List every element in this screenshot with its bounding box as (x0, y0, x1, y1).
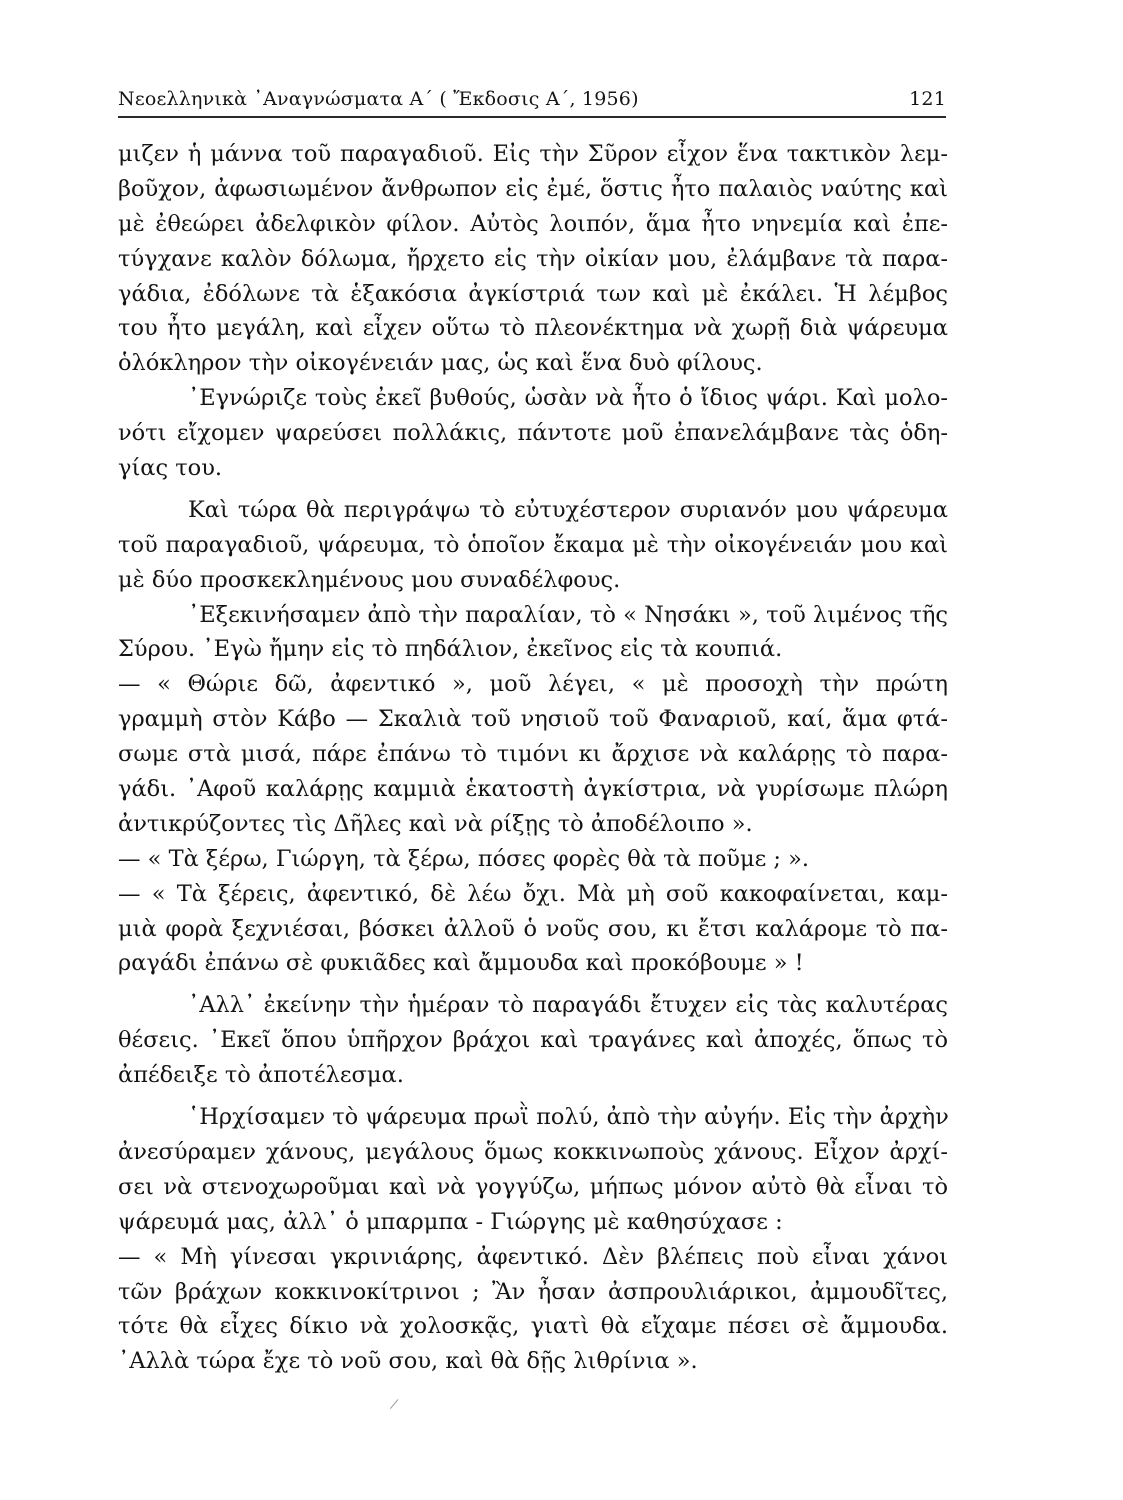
paragraph-gap (118, 486, 948, 493)
text-line: μιζεν ἡ μάννα τοῦ παραγαδιοῦ. Εἰς τὴν Σῦρον εἶχον ἕνα τακτικὸν λεμ- (118, 141, 948, 167)
text-line: γίας του. (118, 455, 223, 482)
text-line: θέσεις. ᾿Εκεῖ ὅπου ὑπῆρχον βράχοι καὶ τραγάνες καὶ ἀποχές, ὅπως τὸ (118, 1027, 948, 1054)
paragraph (118, 988, 948, 1093)
text-line: ᾿Αλλ᾿ ἐκείνην τὴν ἡμέραν τὸ παραγάδι ἔτυχεν εἰς τὰς καλυτέρας (188, 992, 948, 1019)
text-line: — « Θώριε δῶ, ἀφεντικό », μοῦ λέγει, « μὲ προσοχὴ τὴν πρώτη (118, 671, 948, 698)
paragraph (118, 877, 948, 982)
text-line: ραγάδι ἐπάνω σὲ φυκιᾶδες καὶ ἄμμουδα καὶ προκόβουμε » ! (118, 950, 804, 977)
running-header (118, 88, 946, 112)
paragraph (118, 667, 948, 841)
text-line: μὲ ἐθεώρει ἀδελφικὸν φίλον. Αὐτὸς λοιπόν, ἅμα ἦτο νηνεμία καὶ ἐπε- (118, 210, 948, 237)
text-line: μὲ δύο προσκεκλημένους μου συναδέλφους. (118, 566, 621, 593)
text-line: ἀπέδειξε τὸ ἀποτέλεσμα. (118, 1062, 404, 1089)
paragraph (118, 598, 948, 668)
text-line: ἀντικρύζοντες τὶς Δῆλες καὶ νὰ ρίξῃς τὸ ἀποδέλοιπο ». (118, 810, 753, 837)
text-line: ᾿Αλλὰ τώρα ἔχε τὸ νοῦ σου, καὶ θὰ δῇς λιθρίνια ». (118, 1348, 698, 1375)
text-line: γραμμὴ στὸν Κάβο — Σκαλιὰ τοῦ νησιοῦ τοῦ Φαναριοῦ, καί, ἅμα φτά- (118, 706, 948, 733)
paragraph-gap (118, 981, 948, 988)
paragraph (118, 137, 948, 381)
paragraph (118, 842, 948, 877)
paragraph (118, 1240, 948, 1380)
text-line: ὁλόκληρον τὴν οἰκογένειάν μας, ὡς καὶ ἕνα δυὸ φίλους. (118, 350, 763, 377)
text-line: — « Τὰ ξέρεις, ἀφεντικό, δὲ λέω ὄχι. Μὰ μὴ σοῦ κακοφαίνεται, καμ- (118, 880, 948, 907)
stray-pen-mark (390, 1399, 403, 1413)
header-title: Νεοελληνικὰ ᾿Αναγνώσματα Α΄ ( Ἔκδοσις Α΄, 1956) (118, 88, 639, 110)
text-line: σει νὰ στενοχωροῦμαι καὶ νὰ γογγύζω, μήπως μόνον αὐτὸ θὰ εἶναι τὸ (118, 1173, 948, 1200)
text-line: τότε θὰ εἶχες δίκιο νὰ χολοσκᾷς, γιατὶ θὰ εἴχαμε πέσει σὲ ἄμμουδα. (118, 1313, 948, 1340)
page-number: 121 (909, 88, 946, 110)
text-line: γάδι. ᾿Αφοῦ καλάρῃς καμμιὰ ἑκατοστὴ ἀγκίστρια, νὰ γυρίσωμε πλώρη (118, 776, 948, 803)
paragraph (118, 1100, 948, 1240)
text-line: ᾿Εξεκινήσαμεν ἀπὸ τὴν παραλίαν, τὸ « Νησάκι », τοῦ λιμένος τῆς (188, 601, 948, 628)
text-line: τοῦ παραγαδιοῦ, ψάρευμα, τὸ ὁποῖον ἔκαμα μὲ τὴν οἰκογένειάν μου καὶ (118, 531, 948, 558)
paragraph-gap (118, 1093, 948, 1100)
text-line: ᾿Εγνώριζε τοὺς ἐκεῖ βυθούς, ὡσὰν νὰ ἦτο ὁ ἴδιος ψάρι. Καὶ μολο- (188, 385, 948, 412)
text-line: — « Μὴ γίνεσαι γκρινιάρης, ἀφεντικό. Δὲν βλέπεις ποὺ εἶναι χάνοι (118, 1243, 948, 1270)
text-line: Καὶ τώρα θὰ περιγράψω τὸ εὐτυχέστερον συριανόν μου ψάρευμα (188, 496, 948, 523)
header-rule (118, 116, 946, 118)
paragraph (118, 381, 948, 486)
text-line: τύγχανε καλὸν δόλωμα, ἤρχετο εἰς τὴν οἰκίαν μου, ἐλάμβανε τὰ παρα- (118, 245, 948, 272)
text-line: ῾Ηρχίσαμεν τὸ ψάρευμα πρωῒ πολύ, ἀπὸ τὴν αὐγήν. Εἰς τὴν ἀρχὴν (188, 1104, 949, 1131)
text-line: Σύρου. ᾿Εγὼ ἤμην εἰς τὸ πηδάλιον, ἐκεῖνος εἰς τὰ κουπιά. (118, 636, 783, 663)
text-line: ψάρευμά μας, ἀλλ᾿ ὁ μπαρμπα - Γιώργης μὲ καθησύχασε : (118, 1208, 783, 1235)
text-line: γάδια, ἐδόλωνε τὰ ἑξακόσια ἀγκίστριά των καὶ μὲ ἐκάλει. Ἡ λέμβος (118, 280, 948, 307)
paragraph (118, 493, 948, 598)
text-line: σωμε στὰ μισά, πάρε ἐπάνω τὸ τιμόνι κι ἄρχισε νὰ καλάρῃς τὸ παρα- (118, 741, 948, 768)
text-line: του ἦτο μεγάλη, καὶ εἶχεν οὕτω τὸ πλεονέκτημα νὰ χωρῇ διὰ ψάρευμα (118, 315, 948, 342)
text-line: — « Τὰ ξέρω, Γιώργη, τὰ ξέρω, πόσες φορὲς θὰ τὰ ποῦμε ; ». (118, 845, 810, 872)
text-line: ἀνεσύραμεν χάνους, μεγάλους ὅμως κοκκινωποὺς χάνους. Εἶχον ἀρχί- (118, 1138, 948, 1165)
text-line: τῶν βράχων κοκκινοκίτρινοι ; Ἂν ἦσαν ἀσπρουλιάρικοι, ἀμμουδῖτες, (118, 1278, 948, 1305)
text-line: νότι εἴχομεν ψαρεύσει πολλάκις, πάντοτε μοῦ ἐπανελάμβανε τὰς ὁδη- (118, 420, 948, 447)
body-text (118, 137, 948, 1379)
text-line: βοῦχον, ἀφωσιωμένον ἄνθρωπον εἰς ἐμέ, ὅστις ἦτο παλαιὸς ναύτης καὶ (118, 175, 948, 202)
text-line: μιὰ φορὰ ξεχνιέσαι, βόσκει ἀλλοῦ ὁ νοῦς σου, κι ἔτσι καλάρομε τὸ πα- (118, 915, 948, 942)
